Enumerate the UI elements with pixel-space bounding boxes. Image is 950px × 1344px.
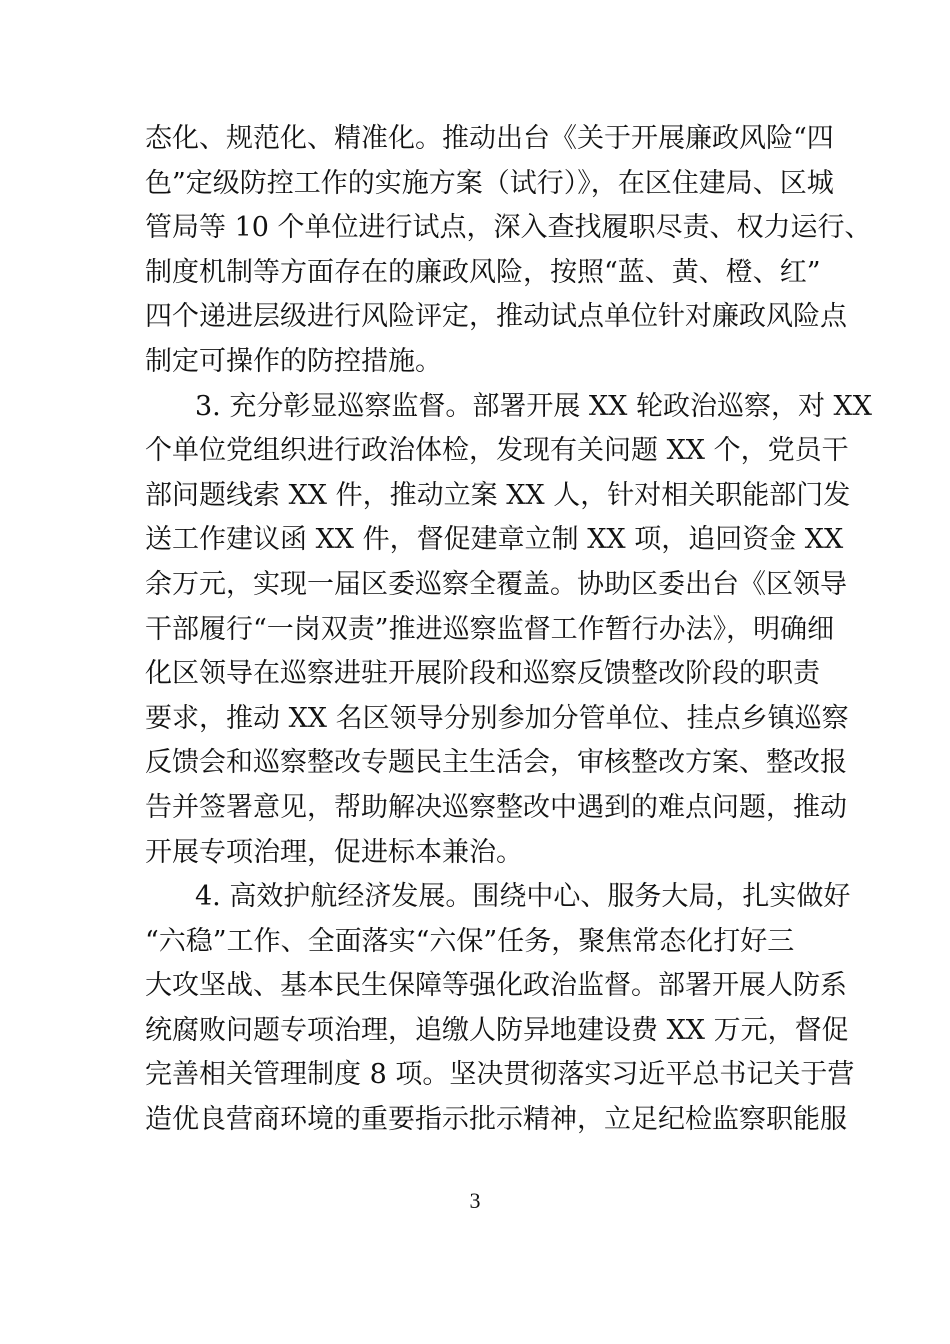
text-line: 完善相关管理制度 8 项。坚决贯彻落实习近平总书记关于营 xyxy=(145,1059,855,1091)
text-line: 告并签署意见，帮助解决巡察整改中遇到的难点问题，推动 xyxy=(145,791,847,823)
text-line: 四个递进层级进行风险评定，推动试点单位针对廉政风险点 xyxy=(145,301,847,333)
text-line: 色”定级防控工作的实施方案（试行）》，在区住建局、区城 xyxy=(145,167,834,199)
text-line: 反馈会和巡察整改专题民主生活会，审核整改方案、整改报 xyxy=(145,747,847,779)
paragraph-4-heading-line: 4. 高效护航经济发展。围绕中心、服务大局，扎实做好 xyxy=(195,881,851,913)
text-line: 个单位党组织进行政治体检，发现有关问题 XX 个，党员干 xyxy=(145,435,849,467)
text-line: “六稳”工作、全面落实“六保”任务，聚焦常态化打好三 xyxy=(145,925,795,957)
text-line: 大攻坚战、基本民生保障等强化政治监督。部署开展人防系 xyxy=(145,970,847,1002)
page-number: 3 xyxy=(469,1188,481,1213)
text-line: 部问题线索 XX 件，推动立案 XX 人，针对相关职能部门发 xyxy=(145,479,851,511)
text-line: 统腐败问题专项治理，追缴人防异地建设费 XX 万元，督促 xyxy=(145,1014,849,1046)
text-line: 化区领导在巡察进驻开展阶段和巡察反馈整改阶段的职责 xyxy=(145,658,820,690)
text-line: 开展专项治理，促进标本兼治。 xyxy=(145,836,523,868)
text-line: 管局等 10 个单位进行试点，深入查找履职尽责、权力运行、 xyxy=(145,212,872,244)
text-line: 送工作建议函 XX 件，督促建章立制 XX 项，追回资金 XX xyxy=(145,524,844,556)
text-line: 要求，推动 XX 名区领导分别参加分管单位、挂点乡镇巡察 xyxy=(145,702,849,734)
text-line: 造优良营商环境的重要指示批示精神，立足纪检监察职能服 xyxy=(145,1104,847,1136)
body-text xyxy=(145,117,872,1143)
text-line: 余万元，实现一届区委巡察全覆盖。协助区委出台《区领导 xyxy=(145,568,847,600)
text-line: 态化、规范化、精准化。推动出台《关于开展廉政风险“四 xyxy=(145,123,834,154)
text-line: 制定可操作的防控措施。 xyxy=(145,345,442,377)
paragraph-3-heading-line: 3. 充分彰显巡察监督。部署开展 XX 轮政治巡察，对 XX xyxy=(195,390,872,422)
text-line: 制度机制等方面存在的廉政风险，按照“蓝、黄、橙、红” xyxy=(145,256,821,288)
text-line: 干部履行“一岗双责”推进巡察监督工作暂行办法》，明确细 xyxy=(145,613,835,645)
